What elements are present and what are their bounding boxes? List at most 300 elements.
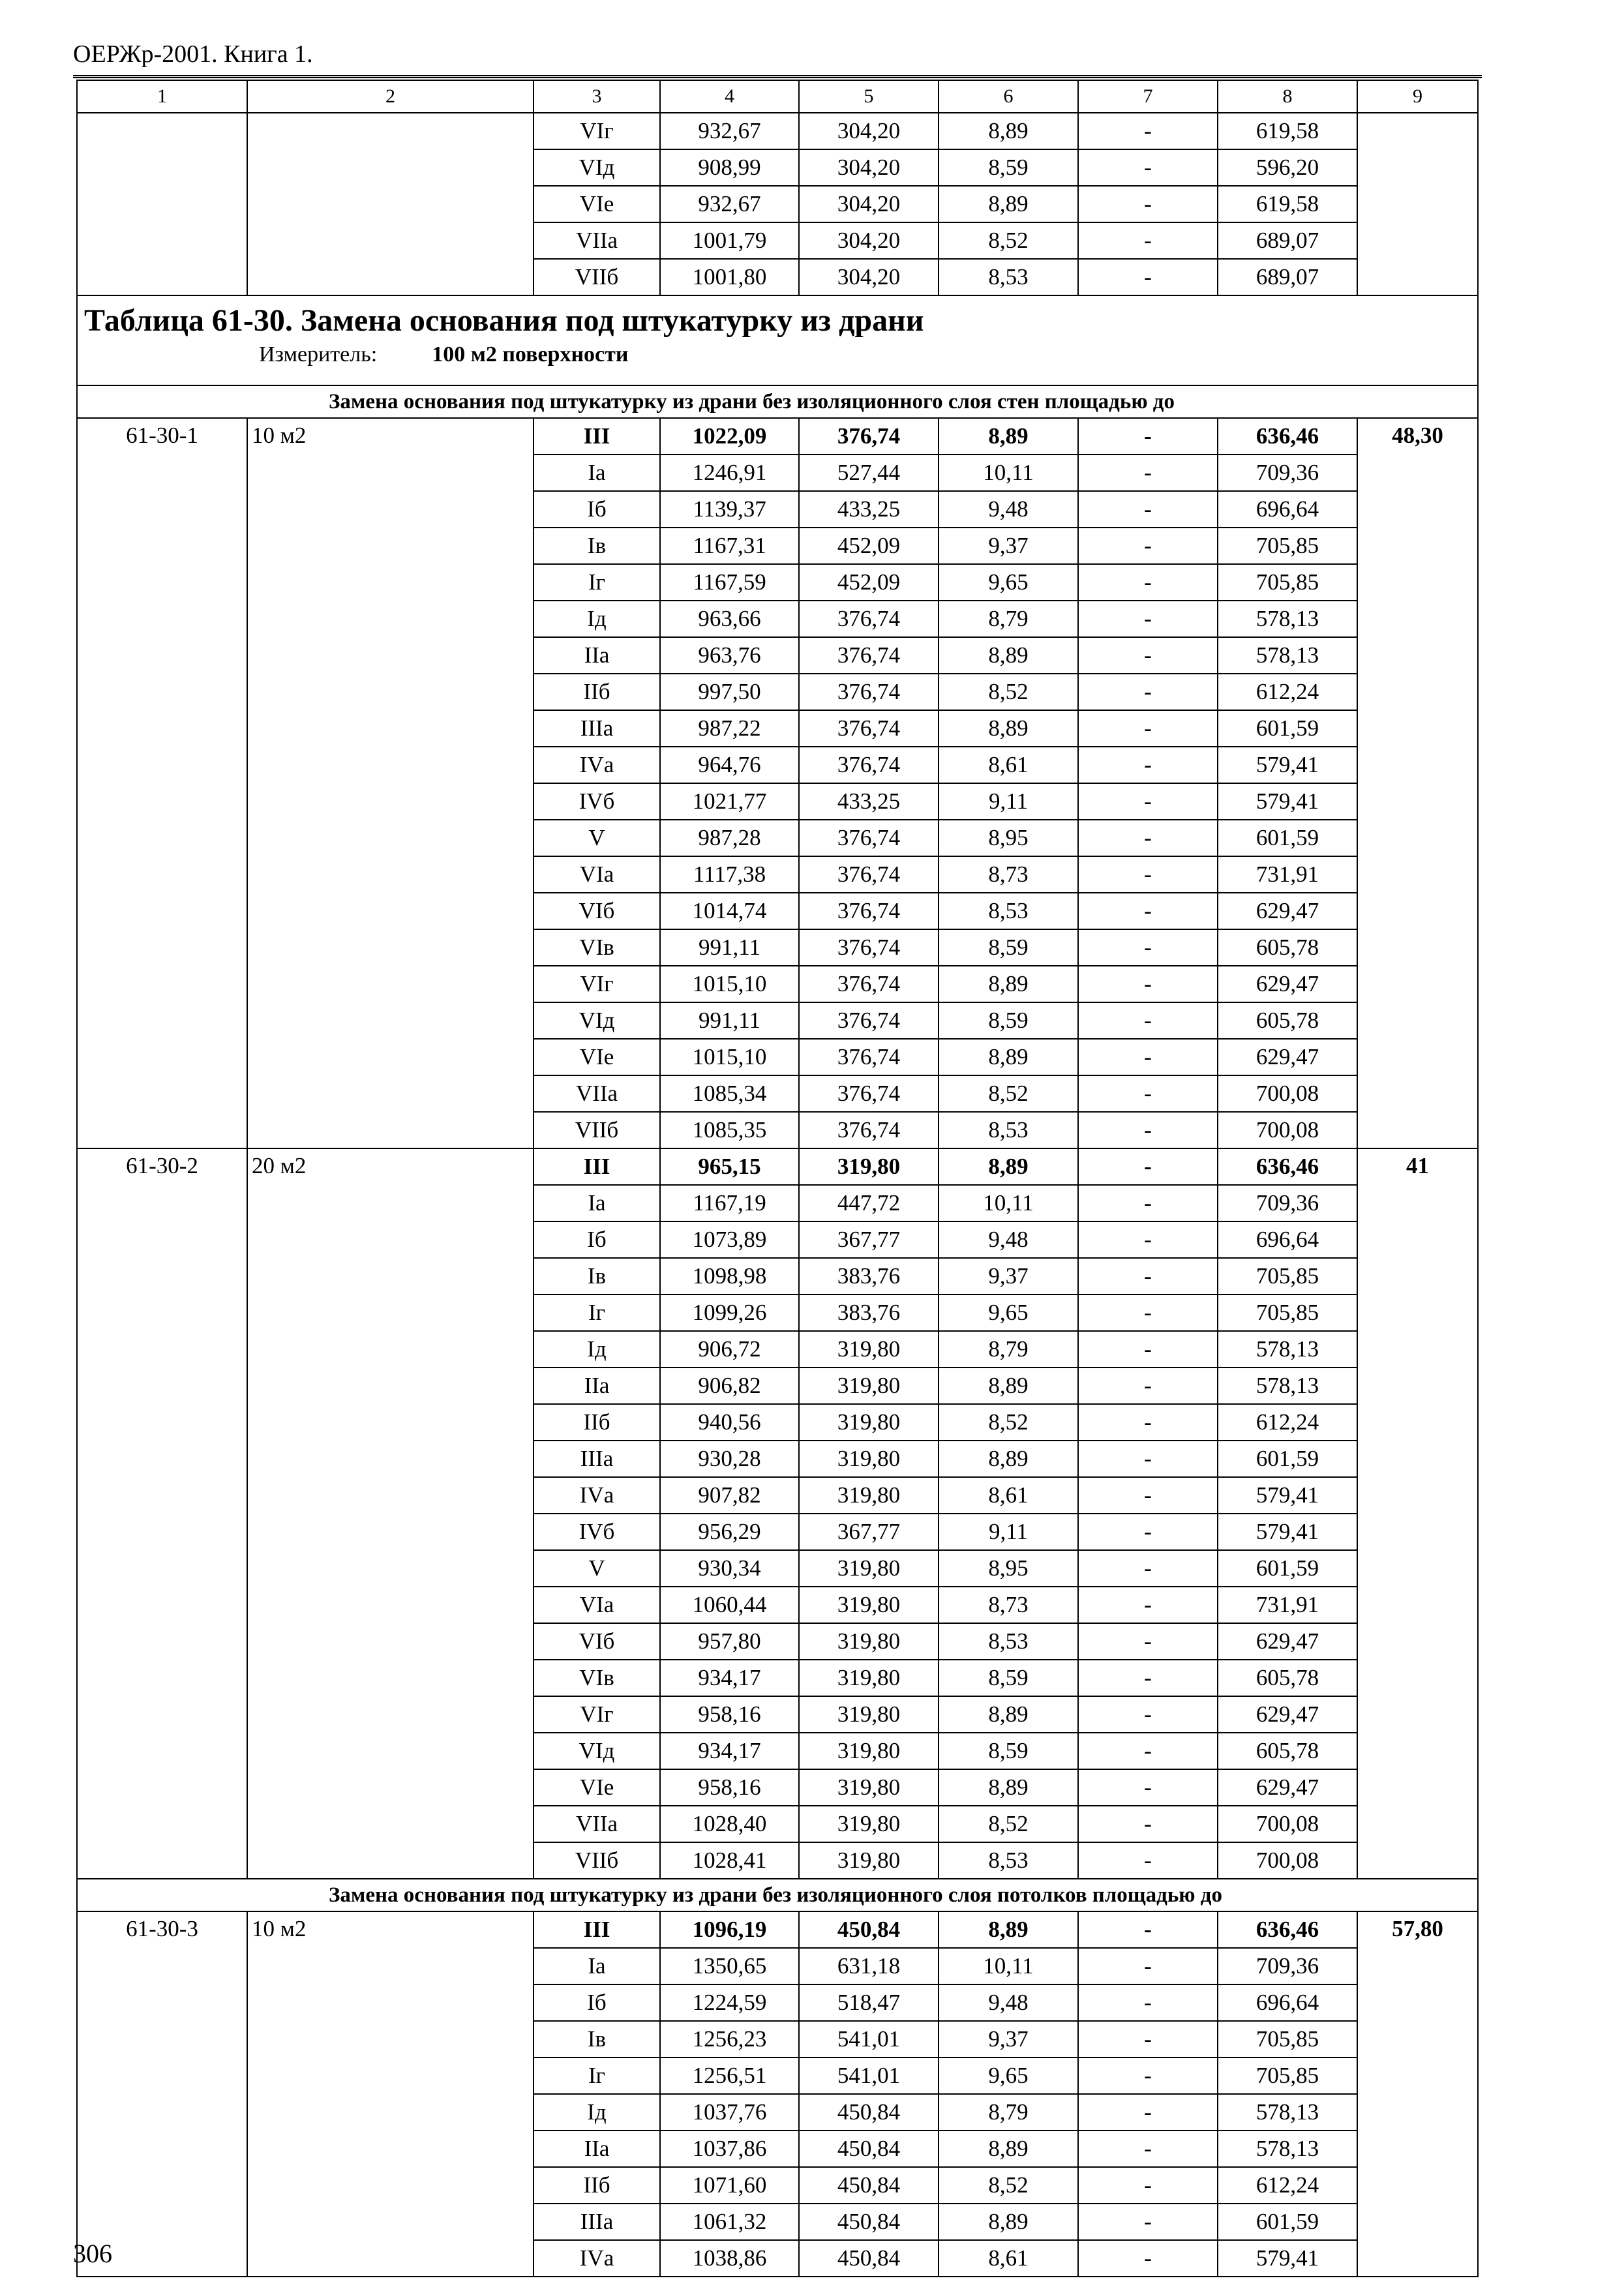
table-cell: 304,20: [799, 113, 939, 149]
section-heading-row: [77, 1879, 1478, 1911]
table-cell: 8,89: [939, 2204, 1078, 2240]
table-cell: 319,80: [799, 1404, 939, 1441]
table-cell: 9,65: [939, 2057, 1078, 2094]
table-cell: 8,53: [939, 259, 1078, 295]
column-number: 5: [799, 80, 939, 113]
table-cell: 376,74: [799, 820, 939, 856]
table-cell: 605,78: [1218, 1733, 1357, 1769]
table-cell: 9,11: [939, 783, 1078, 820]
table-cell: 376,74: [799, 747, 939, 783]
table-cell: 930,34: [660, 1550, 799, 1587]
table-cell: 700,08: [1218, 1842, 1357, 1879]
table-cell: 10,11: [939, 1948, 1078, 1984]
table-cell: Iб: [534, 491, 660, 528]
table-cell: VIе: [534, 1769, 660, 1806]
table-cell: 319,80: [799, 1148, 939, 1185]
table-cell: 319,80: [799, 1368, 939, 1404]
table-cell: VIд: [534, 1733, 660, 1769]
page-number: 306: [73, 2239, 112, 2268]
table-cell: 367,77: [799, 1221, 939, 1258]
table-cell: VIд: [534, 1002, 660, 1039]
page-header: ОЕРЖр-2001. Книга 1.: [73, 39, 1482, 78]
table-cell: 696,64: [1218, 491, 1357, 528]
table-cell: 9,37: [939, 2021, 1078, 2057]
table-row: [77, 418, 1478, 455]
table-cell: 1060,44: [660, 1587, 799, 1623]
table-cell: 612,24: [1218, 2167, 1357, 2204]
table-cell: 541,01: [799, 2057, 939, 2094]
table-cell: -: [1078, 1806, 1218, 1842]
table-cell: 958,16: [660, 1769, 799, 1806]
table-cell: 612,24: [1218, 674, 1357, 710]
table-cell: 319,80: [799, 1806, 939, 1842]
table-cell: VIб: [534, 893, 660, 929]
table-cell: 696,64: [1218, 1984, 1357, 2021]
table-cell: -: [1078, 2021, 1218, 2057]
table-cell: VIг: [534, 966, 660, 1002]
rate-code: 61-30-1: [77, 418, 247, 1148]
table-cell: 9,65: [939, 564, 1078, 601]
table-cell: 991,11: [660, 1002, 799, 1039]
table-cell: 579,41: [1218, 1477, 1357, 1514]
table-cell: 1022,09: [660, 418, 799, 455]
table-title-row: [77, 295, 1478, 385]
table-cell: IIIа: [534, 1441, 660, 1477]
table-cell: 304,20: [799, 149, 939, 186]
table-cell: 956,29: [660, 1514, 799, 1550]
table-cell: VIе: [534, 186, 660, 222]
table-cell: 1139,37: [660, 491, 799, 528]
table-cell: Iб: [534, 1221, 660, 1258]
table-cell: Iг: [534, 1294, 660, 1331]
table-cell: 1246,91: [660, 455, 799, 491]
table-cell: 579,41: [1218, 2240, 1357, 2277]
table-cell: IIб: [534, 2167, 660, 2204]
table-cell: 319,80: [799, 1587, 939, 1623]
table-cell: 619,58: [1218, 186, 1357, 222]
table-cell: -: [1078, 1911, 1218, 1948]
table-cell: 1037,76: [660, 2094, 799, 2131]
table-cell: -: [1078, 1587, 1218, 1623]
table-cell: 705,85: [1218, 528, 1357, 564]
table-cell: 579,41: [1218, 747, 1357, 783]
table-cell: 689,07: [1218, 222, 1357, 259]
table-cell: 1071,60: [660, 2167, 799, 2204]
table-cell: VIа: [534, 856, 660, 893]
table-cell: 601,59: [1218, 1441, 1357, 1477]
table-cell: 596,20: [1218, 149, 1357, 186]
table-cell: -: [1078, 113, 1218, 149]
table-cell: Iа: [534, 1948, 660, 1984]
table-cell: 450,84: [799, 2240, 939, 2277]
table-cell: 8,89: [939, 1911, 1078, 1948]
table-cell: 601,59: [1218, 2204, 1357, 2240]
table-cell: IVа: [534, 1477, 660, 1514]
table-cell: 1167,31: [660, 528, 799, 564]
table-cell: 908,99: [660, 149, 799, 186]
table-cell: 8,52: [939, 674, 1078, 710]
table-cell: -: [1078, 820, 1218, 856]
table-cell: 1015,10: [660, 1039, 799, 1075]
table-cell: 304,20: [799, 186, 939, 222]
table-cell: 1350,65: [660, 1948, 799, 1984]
table-cell: 8,52: [939, 1806, 1078, 1842]
table-cell: 8,59: [939, 149, 1078, 186]
table-cell: IIIа: [534, 710, 660, 747]
column-number: 1: [77, 80, 247, 113]
table-cell: 1001,79: [660, 222, 799, 259]
table-cell: 450,84: [799, 2204, 939, 2240]
table-cell: 629,47: [1218, 1039, 1357, 1075]
table-cell: 578,13: [1218, 1368, 1357, 1404]
table-cell: 8,52: [939, 2167, 1078, 2204]
table-cell: -: [1078, 1477, 1218, 1514]
table-cell: 605,78: [1218, 929, 1357, 966]
table-cell: 579,41: [1218, 783, 1357, 820]
table-cell: 8,53: [939, 1842, 1078, 1879]
table-cell: -: [1078, 1733, 1218, 1769]
table-cell: 8,79: [939, 2094, 1078, 2131]
table-cell: 376,74: [799, 1039, 939, 1075]
table-cell: 1224,59: [660, 1984, 799, 2021]
table-cell: 1117,38: [660, 856, 799, 893]
table-cell: -: [1078, 856, 1218, 893]
table-cell: 636,46: [1218, 1148, 1357, 1185]
table-cell: 8,95: [939, 820, 1078, 856]
table-cell: 601,59: [1218, 710, 1357, 747]
table-cell: 319,80: [799, 1477, 939, 1514]
table-cell: VIе: [534, 1039, 660, 1075]
table-cell: 906,82: [660, 1368, 799, 1404]
table-cell: -: [1078, 1441, 1218, 1477]
column-number: 6: [939, 80, 1078, 113]
table-cell: 605,78: [1218, 1002, 1357, 1039]
table-cell: 578,13: [1218, 601, 1357, 637]
table-cell: 987,28: [660, 820, 799, 856]
table-cell: VIв: [534, 1660, 660, 1696]
section-heading: Замена основания под штукатурку из драни без изоляционного слоя стен площадью до: [77, 385, 1478, 418]
table-cell: 8,59: [939, 1002, 1078, 1039]
table-cell: -: [1078, 149, 1218, 186]
table-row: [77, 113, 1478, 149]
table-cell: 8,59: [939, 1733, 1078, 1769]
table-cell: -: [1078, 1294, 1218, 1331]
table-cell: -: [1078, 1148, 1218, 1185]
empty-cell: [77, 113, 247, 295]
table-cell: 8,95: [939, 1550, 1078, 1587]
table-cell: 1021,77: [660, 783, 799, 820]
table-cell: -: [1078, 2204, 1218, 2240]
table-cell: 8,89: [939, 1039, 1078, 1075]
table-cell: Iг: [534, 564, 660, 601]
table-cell: 304,20: [799, 259, 939, 295]
table-cell: 518,47: [799, 1984, 939, 2021]
table-cell: 450,84: [799, 2094, 939, 2131]
column-number: 7: [1078, 80, 1218, 113]
table-cell: 8,59: [939, 929, 1078, 966]
table-cell: 319,80: [799, 1623, 939, 1660]
table-cell: -: [1078, 491, 1218, 528]
table-cell: 705,85: [1218, 564, 1357, 601]
table-cell: 8,61: [939, 1477, 1078, 1514]
table-cell: 1014,74: [660, 893, 799, 929]
table-cell: IVб: [534, 1514, 660, 1550]
table-cell: 450,84: [799, 1911, 939, 1948]
table-cell: 1037,86: [660, 2131, 799, 2167]
table-cell: Iг: [534, 2057, 660, 2094]
column-number: 2: [247, 80, 534, 113]
table-cell: -: [1078, 893, 1218, 929]
column-number: 4: [660, 80, 799, 113]
table-cell: 9,65: [939, 1294, 1078, 1331]
table-cell: VIIб: [534, 1842, 660, 1879]
table-cell: -: [1078, 710, 1218, 747]
table-cell: 619,58: [1218, 113, 1357, 149]
rate-code: 61-30-2: [77, 1148, 247, 1879]
table-cell: -: [1078, 966, 1218, 1002]
table-cell: 10,11: [939, 1185, 1078, 1221]
table-cell: 964,76: [660, 747, 799, 783]
table-cell: Iд: [534, 1331, 660, 1368]
table-cell: 987,22: [660, 710, 799, 747]
empty-cell: [247, 113, 534, 295]
table-cell: 376,74: [799, 929, 939, 966]
table-cell: 376,74: [799, 418, 939, 455]
table-cell: 8,52: [939, 1404, 1078, 1441]
table-cell: 8,53: [939, 893, 1078, 929]
table-cell: 452,09: [799, 564, 939, 601]
table-cell: -: [1078, 528, 1218, 564]
column-number-row: [77, 80, 1478, 113]
table-cell: 696,64: [1218, 1221, 1357, 1258]
table-cell: 940,56: [660, 1404, 799, 1441]
table-cell: IIа: [534, 637, 660, 674]
area-label: 10 м2: [247, 1911, 534, 2277]
table-cell: 8,79: [939, 601, 1078, 637]
table-cell: 433,25: [799, 783, 939, 820]
table-cell: 9,48: [939, 1984, 1078, 2021]
table-cell: -: [1078, 2094, 1218, 2131]
table-row: [77, 1148, 1478, 1185]
table-cell: 906,72: [660, 1331, 799, 1368]
table-cell: 957,80: [660, 1623, 799, 1660]
rates-table: [76, 80, 1479, 2277]
table-cell: 636,46: [1218, 1911, 1357, 1948]
table-cell: 578,13: [1218, 637, 1357, 674]
table-cell: 8,73: [939, 1587, 1078, 1623]
table-cell: 447,72: [799, 1185, 939, 1221]
table-cell: 8,89: [939, 1441, 1078, 1477]
table-cell: 319,80: [799, 1441, 939, 1477]
table-cell: -: [1078, 1368, 1218, 1404]
table-cell: 367,77: [799, 1514, 939, 1550]
table-cell: 965,15: [660, 1148, 799, 1185]
table-cell: Iв: [534, 1258, 660, 1294]
table-cell: IVб: [534, 783, 660, 820]
col9-value: 48,30: [1357, 418, 1478, 1148]
area-label: 20 м2: [247, 1148, 534, 1879]
table-cell: 8,53: [939, 1112, 1078, 1148]
table-cell: 1085,35: [660, 1112, 799, 1148]
table-cell: 8,61: [939, 2240, 1078, 2277]
table-cell: 8,73: [939, 856, 1078, 893]
table-cell: 1256,23: [660, 2021, 799, 2057]
area-label: 10 м2: [247, 418, 534, 1148]
measure-label: Измеритель:: [259, 342, 378, 367]
table-cell: 709,36: [1218, 1948, 1357, 1984]
table-cell: 934,17: [660, 1660, 799, 1696]
table-cell: VIIа: [534, 1075, 660, 1112]
table-cell: 1167,59: [660, 564, 799, 601]
table-cell: 9,48: [939, 491, 1078, 528]
table-cell: -: [1078, 1842, 1218, 1879]
table-cell: 605,78: [1218, 1660, 1357, 1696]
table-cell: IVа: [534, 2240, 660, 2277]
table-cell: -: [1078, 1331, 1218, 1368]
table-cell: -: [1078, 929, 1218, 966]
table-cell: -: [1078, 455, 1218, 491]
measure-line: [84, 340, 1471, 369]
rate-code: 61-30-3: [77, 1911, 247, 2277]
table-cell: 1061,32: [660, 2204, 799, 2240]
table-cell: 376,74: [799, 893, 939, 929]
table-cell: Iб: [534, 1984, 660, 2021]
table-cell: 1038,86: [660, 2240, 799, 2277]
table-cell: 376,74: [799, 1075, 939, 1112]
table-cell: 8,89: [939, 2131, 1078, 2167]
table-cell: 629,47: [1218, 893, 1357, 929]
table-cell: 8,89: [939, 113, 1078, 149]
table-title-cell: [77, 295, 1478, 385]
table-cell: -: [1078, 259, 1218, 295]
table-cell: 319,80: [799, 1550, 939, 1587]
table-cell: 932,67: [660, 186, 799, 222]
table-cell: -: [1078, 418, 1218, 455]
table-cell: 450,84: [799, 2131, 939, 2167]
table-cell: Iа: [534, 1185, 660, 1221]
table-cell: Iв: [534, 528, 660, 564]
table-cell: 1028,40: [660, 1806, 799, 1842]
table-cell: 991,11: [660, 929, 799, 966]
table-cell: IIб: [534, 1404, 660, 1441]
table-cell: 450,84: [799, 2167, 939, 2204]
table-cell: 9,37: [939, 1258, 1078, 1294]
table-cell: 629,47: [1218, 1696, 1357, 1733]
table-cell: 9,37: [939, 528, 1078, 564]
table-cell: 8,89: [939, 1769, 1078, 1806]
table-cell: 8,52: [939, 1075, 1078, 1112]
table-cell: VIб: [534, 1623, 660, 1660]
table-cell: 1167,19: [660, 1185, 799, 1221]
table-cell: IIа: [534, 1368, 660, 1404]
table-cell: 705,85: [1218, 1258, 1357, 1294]
table-cell: 1098,98: [660, 1258, 799, 1294]
table-cell: VIIа: [534, 1806, 660, 1842]
table-cell: -: [1078, 1660, 1218, 1696]
table-cell: 705,85: [1218, 1294, 1357, 1331]
table-cell: 10,11: [939, 455, 1078, 491]
table-cell: 376,74: [799, 1112, 939, 1148]
table-cell: 930,28: [660, 1441, 799, 1477]
table-cell: Iд: [534, 2094, 660, 2131]
table-cell: 8,52: [939, 222, 1078, 259]
table-cell: 934,17: [660, 1733, 799, 1769]
table-cell: III: [534, 1148, 660, 1185]
table-cell: 376,74: [799, 601, 939, 637]
table-cell: -: [1078, 601, 1218, 637]
table-cell: 433,25: [799, 491, 939, 528]
table-cell: 376,74: [799, 674, 939, 710]
table-cell: IIб: [534, 674, 660, 710]
table-cell: -: [1078, 1948, 1218, 1984]
table-cell: -: [1078, 1404, 1218, 1441]
table-cell: 376,74: [799, 856, 939, 893]
table-cell: 963,66: [660, 601, 799, 637]
table-cell: -: [1078, 2131, 1218, 2167]
column-number: 8: [1218, 80, 1357, 113]
table-cell: 541,01: [799, 2021, 939, 2057]
table-cell: -: [1078, 186, 1218, 222]
table-cell: 958,16: [660, 1696, 799, 1733]
table-cell: 8,53: [939, 1623, 1078, 1660]
table-cell: Iв: [534, 2021, 660, 2057]
table-cell: 579,41: [1218, 1514, 1357, 1550]
table-cell: 8,61: [939, 747, 1078, 783]
table-cell: -: [1078, 2057, 1218, 2094]
table-cell: 578,13: [1218, 1331, 1357, 1368]
table-cell: 709,36: [1218, 1185, 1357, 1221]
section-heading-row: [77, 385, 1478, 418]
col9-value: 41: [1357, 1148, 1478, 1879]
table-cell: 8,89: [939, 710, 1078, 747]
table-cell: 376,74: [799, 1002, 939, 1039]
table-cell: 612,24: [1218, 1404, 1357, 1441]
table-cell: -: [1078, 674, 1218, 710]
table-cell: 319,80: [799, 1696, 939, 1733]
table-cell: 1256,51: [660, 2057, 799, 2094]
table-cell: 932,67: [660, 113, 799, 149]
table-cell: -: [1078, 1550, 1218, 1587]
table-cell: -: [1078, 783, 1218, 820]
table-cell: III: [534, 1911, 660, 1948]
table-cell: VIIб: [534, 259, 660, 295]
table-cell: III: [534, 418, 660, 455]
table-cell: 705,85: [1218, 2057, 1357, 2094]
table-cell: 9,11: [939, 1514, 1078, 1550]
table-cell: 383,76: [799, 1294, 939, 1331]
table-cell: 376,74: [799, 637, 939, 674]
table-cell: 319,80: [799, 1733, 939, 1769]
table-cell: -: [1078, 1221, 1218, 1258]
table-cell: 527,44: [799, 455, 939, 491]
table-cell: 689,07: [1218, 259, 1357, 295]
table-cell: Iа: [534, 455, 660, 491]
table-cell: 8,89: [939, 1368, 1078, 1404]
table-cell: -: [1078, 747, 1218, 783]
table-cell: VIг: [534, 113, 660, 149]
table-cell: IIIа: [534, 2204, 660, 2240]
table-cell: 709,36: [1218, 455, 1357, 491]
column-number: 9: [1357, 80, 1478, 113]
table-cell: V: [534, 820, 660, 856]
table-cell: 1099,26: [660, 1294, 799, 1331]
col9-value: 57,80: [1357, 1911, 1478, 2277]
table-cell: 963,76: [660, 637, 799, 674]
table-cell: -: [1078, 1075, 1218, 1112]
table-cell: 9,48: [939, 1221, 1078, 1258]
table-cell: -: [1078, 1696, 1218, 1733]
table-cell: -: [1078, 2240, 1218, 2277]
